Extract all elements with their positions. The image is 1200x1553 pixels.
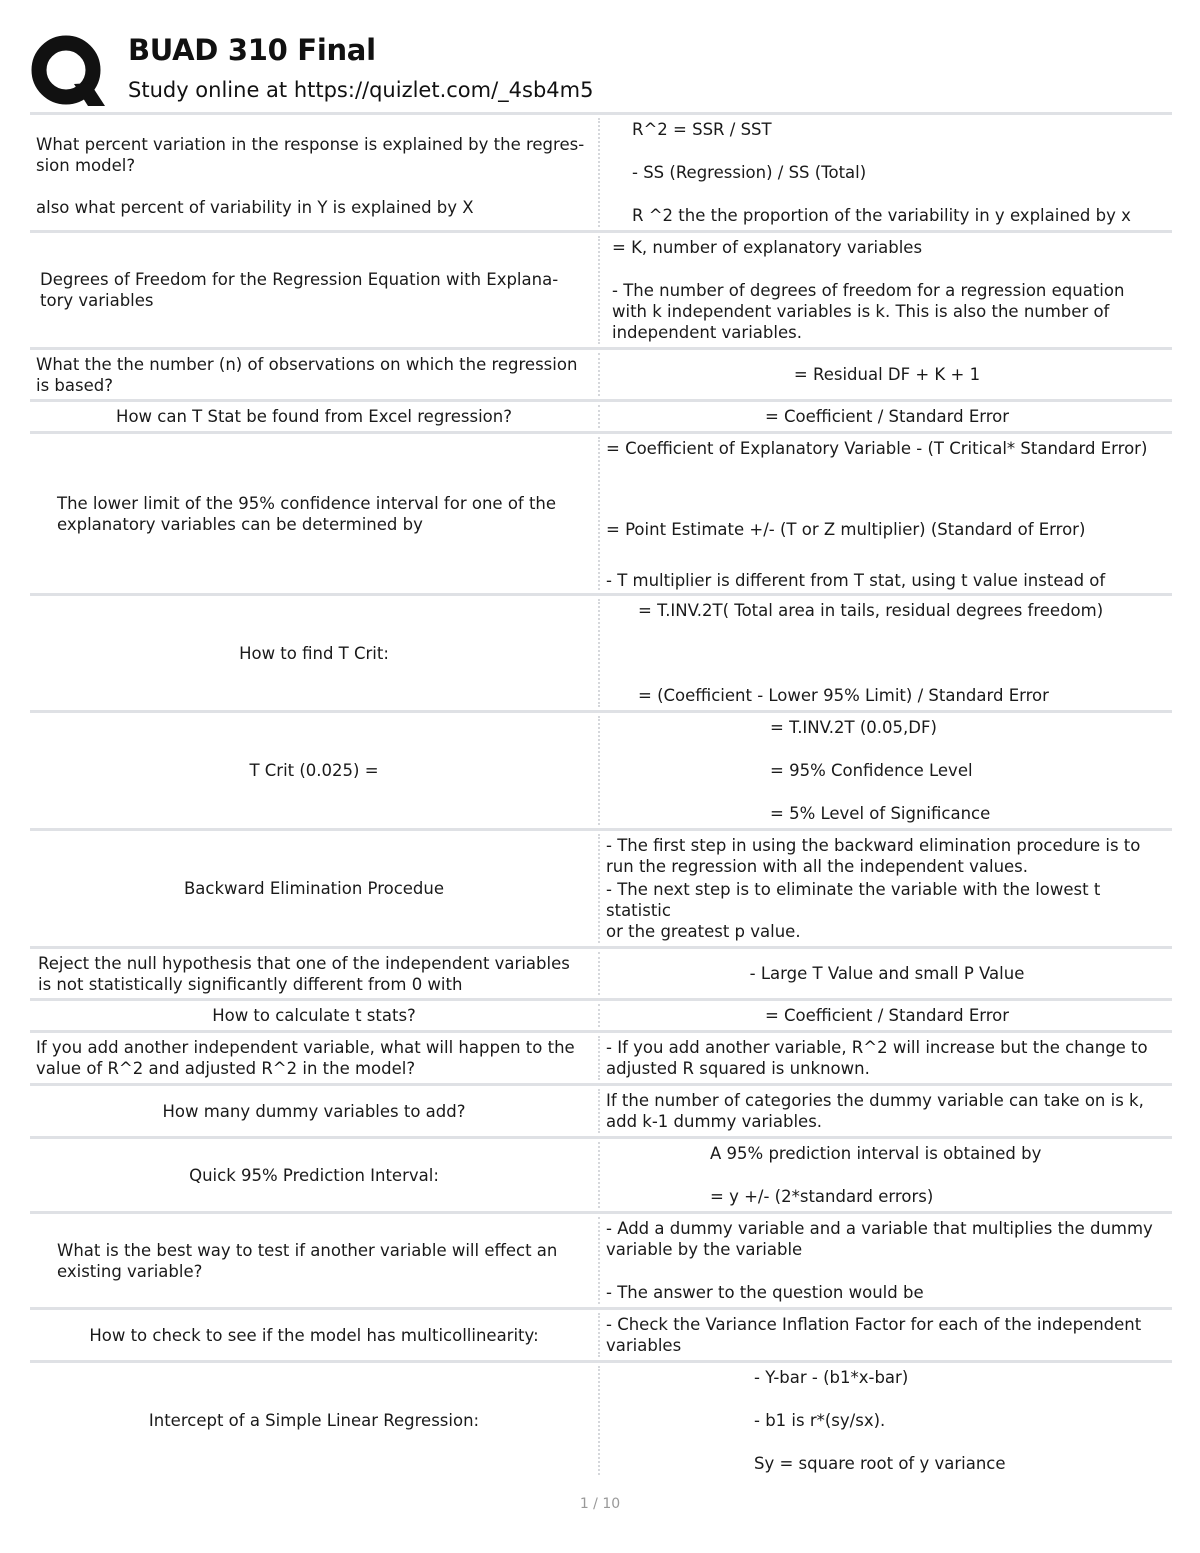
answer-cell [602,949,1172,998]
answer-cell [602,402,1172,431]
answer-line: - T multiplier is different from T stat, using t value instead of [606,571,1106,590]
answer-line: - SS (Regression) / SS (Total) [632,163,867,182]
question-text: How can T Stat be found from Excel regression? [116,407,512,426]
answer-line: - The number of degrees of freedom for a regression equation with k independent variables is k. This is also the number of independent variables. [612,281,1125,342]
answer-line: R ^2 the the proportion of the variability in y explained by x [632,206,1131,225]
answer-line: R^2 = SSR / SST [632,120,772,139]
answer-cell [602,115,1172,230]
column-divider [598,1089,600,1133]
column-divider [598,353,600,396]
page-title: BUAD 310 Final [128,33,376,67]
answer-line: - The next step is to eliminate the variable with the lowest t statistic or the greatest p value. [606,880,1101,941]
question-text: How to find T Crit: [239,643,389,663]
answer-line: - Add a dummy variable and a variable that multiplies the dummy variable by the variable [606,1219,1153,1259]
question-cell [30,1001,598,1030]
column-divider [598,599,600,707]
column-divider [598,118,600,227]
answer-line: - Y-bar - (b1*x-bar) [754,1368,909,1387]
answer-cell [602,233,1172,347]
column-divider [598,834,600,943]
answer-line: = T.INV.2T( Total area in tails, residual degrees freedom) [638,601,1104,620]
flashcard-row [30,1360,1172,1478]
answer-line: = y +/- (2*standard errors) [710,1187,934,1206]
flashcard-row [30,1030,1172,1083]
answer-line: If the number of categories the dummy variable can take on is k, add k-1 dummy variables. [606,1091,1144,1131]
question-cell [30,350,598,399]
column-divider [598,716,600,825]
flashcard-row [30,710,1172,828]
answer-cell [602,1214,1172,1307]
question-text: The lower limit of the 95% confidence interval for one of the explanatory variables can be determined by [57,493,557,534]
answer-cell [602,1363,1172,1478]
question-text: Quick 95% Prediction Interval: [189,1165,439,1185]
question-cell [30,596,598,710]
flashcard-row [30,112,1172,230]
question-cell [30,1139,598,1211]
answer-cell [602,350,1172,399]
answer-cell [602,1001,1172,1030]
question-cell [30,233,598,347]
answer-line: = Coefficient / Standard Error [764,407,1010,426]
column-divider [598,1142,600,1208]
answer-cell [602,1310,1172,1360]
flashcard-row [30,1211,1172,1307]
column-divider [598,236,600,344]
study-link[interactable]: Study online at https://quizlet.com/_4sb4m5 [128,78,594,102]
quizlet-logo-icon [30,34,106,110]
answer-cell [602,1033,1172,1083]
flashcard-row [30,431,1172,593]
column-divider [598,952,600,995]
question-cell [30,1310,598,1360]
question-text: Backward Elimination Procedue [183,879,445,898]
question-text: If you add another independent variable, what will happen to the value of R^2 and adjusted R^2 in the model? [36,1038,575,1078]
answer-line: = Point Estimate +/- (T or Z multiplier) (Standard of Error) [606,520,1086,539]
question-cell [30,831,598,946]
column-divider [598,405,600,428]
answer-line: = Coefficient / Standard Error [764,1006,1010,1025]
question-cell [30,713,598,828]
column-divider [598,1004,600,1027]
answer-line: A 95% prediction interval is obtained by [710,1144,1042,1163]
column-divider [598,1366,600,1475]
column-divider [598,1036,600,1080]
question-text: How many dummy variables to add? [162,1101,466,1121]
question-text: What is the best way to test if another variable will effect an existing variable? [57,1240,558,1281]
question-cell [30,434,598,593]
flashcard-row [30,1307,1172,1360]
answer-cell [602,1139,1172,1211]
answer-line: - If you add another variable, R^2 will increase but the change to adjusted R squared is unknown. [606,1038,1148,1078]
answer-line: - Check the Variance Inflation Factor for each of the independent variables [606,1315,1142,1355]
question-text: What the the number (n) of observations on which the regression is based? [36,354,578,395]
answer-line: Sy = square root of y variance [754,1454,1006,1473]
answer-cell [602,1086,1172,1136]
answer-line: - The answer to the question would be [606,1283,924,1302]
question-cell [30,1214,598,1307]
answer-cell [602,434,1172,593]
answer-line: = (Coefficient - Lower 95% Limit) / Standard Error [638,686,1049,705]
answer-line: = K, number of explanatory variables [612,238,923,257]
flashcard-row [30,230,1172,347]
column-divider [598,437,600,590]
question-text: How to calculate t stats? [212,1006,416,1025]
question-cell [30,1086,598,1136]
question-cell [30,949,598,998]
question-cell [30,402,598,431]
answer-cell [602,713,1172,828]
question-cell [30,115,598,230]
answer-line: - b1 is r*(sy/sx). [754,1411,886,1430]
answer-line: = 95% Confidence Level [770,761,973,780]
page-number: 1 / 10 [579,1496,621,1512]
answer-cell [602,831,1172,946]
question-cell [30,1363,598,1478]
question-text: T Crit (0.025) = [249,761,379,780]
answer-line: = T.INV.2T (0.05,DF) [770,718,937,737]
flashcard-row [30,946,1172,998]
question-text: How to check to see if the model has multicollinearity: [89,1325,539,1345]
answer-line: - The first step in using the backward elimination procedure is to run the regression with all the independent values. [606,836,1141,876]
column-divider [598,1217,600,1304]
answer-line: = Coefficient of Explanatory Variable - (T Critical* Standard Error) [606,439,1148,458]
flashcard-row [30,1136,1172,1211]
flashcard-row [30,347,1172,399]
flashcard-row [30,1083,1172,1136]
question-cell [30,1033,598,1083]
question-text: Reject the null hypothesis that one of the independent variables is not statistically significantly different from 0 with [38,953,570,994]
answer-line: - Large T Value and small P Value [749,964,1025,983]
question-text: Degrees of Freedom for the Regression Equation with Explana- tory variables [40,270,559,310]
flashcard-row [30,399,1172,431]
flashcard-row [30,828,1172,946]
answer-line: = 5% Level of Significance [770,804,991,823]
flashcard-row [30,593,1172,710]
column-divider [598,1313,600,1357]
answer-cell [602,596,1172,710]
question-text: Intercept of a Simple Linear Regression: [148,1411,480,1430]
page-header [30,28,1170,112]
answer-line: = Residual DF + K + 1 [793,365,981,384]
question-text: What percent variation in the response is explained by the regres- sion model? also what percent of variability in Y is explained by X [36,134,585,217]
flashcard-row [30,998,1172,1030]
